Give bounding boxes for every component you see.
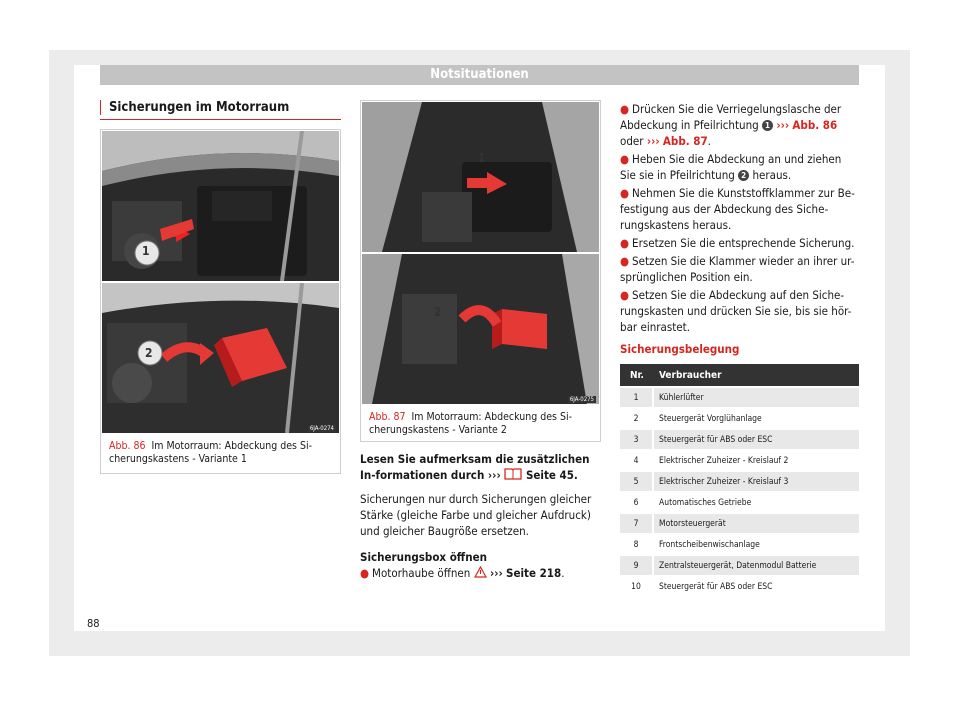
table-row xyxy=(620,514,859,533)
bullet-hood: ● Motorhaube öffnen ››› Seite 218. xyxy=(360,566,565,580)
cell-consumer: Automatisches Getriebe xyxy=(654,493,859,512)
marker-1: 1 xyxy=(478,151,486,165)
read-page-ref[interactable]: Seite 45 xyxy=(525,468,574,482)
or-text: oder xyxy=(620,134,644,148)
fuse-box-open-heading: Sicherungsbox öffnen xyxy=(360,550,487,564)
step-2-text: Heben Sie die Abdeckung an und ziehen Sie sie in Pfeilrichtung xyxy=(620,152,842,182)
section-divider xyxy=(100,119,341,120)
marker-1: 1 xyxy=(142,244,150,258)
figure-number: Abb. 87 xyxy=(369,411,406,423)
step-5 xyxy=(620,253,860,285)
step-1: ● Drücken Sie die Verriegelungslasche der Abdeckung in Pfeilrichtung 1 ››› Abb. 86 oder ››› Abb. 87. xyxy=(620,102,842,148)
column-2-text xyxy=(360,451,605,581)
ref-arrow: ››› xyxy=(487,468,501,482)
cell-consumer: Zentralsteuergerät, Datenmodul Batterie xyxy=(654,556,859,575)
col-header-consumer: Verbraucher xyxy=(654,364,859,386)
marker-1-icon: 1 xyxy=(762,120,773,131)
cell-nr: 5 xyxy=(620,472,654,491)
table-row xyxy=(620,472,859,491)
ref-arrow: ››› xyxy=(646,134,660,148)
table-row xyxy=(620,535,859,554)
step-4 xyxy=(620,235,860,251)
section-title: Sicherungen im Motorraum xyxy=(100,100,341,115)
cell-consumer: Steuergerät für ABS oder ESC xyxy=(654,577,859,596)
table-row xyxy=(620,409,859,428)
col-header-nr: Nr. xyxy=(620,364,654,386)
cell-consumer: Elektrischer Zuheizer - Kreislauf 3 xyxy=(654,472,859,491)
marker-2: 2 xyxy=(145,346,153,360)
cell-nr: 10 xyxy=(620,577,654,596)
fuse-assignment-heading: Sicherungsbelegung xyxy=(620,342,740,356)
table-row xyxy=(620,493,859,512)
caption-text: Im Motorraum: Abdeckung des Si-cherungskastens - Variante 2 xyxy=(369,411,572,436)
cell-nr: 4 xyxy=(620,451,654,470)
cell-consumer: Elektrischer Zuheizer - Kreislauf 2 xyxy=(654,451,859,470)
chapter-header: Notsituationen xyxy=(100,65,859,85)
read-intro: Lesen Sie aufmerksam die zusätzlichen In-formationen durch ››› Seite 45. xyxy=(360,452,590,482)
engine-photo-87-top xyxy=(362,102,599,252)
table-row xyxy=(620,430,859,449)
fig-86-ref[interactable]: Abb. 86 xyxy=(792,118,838,132)
table-row xyxy=(620,556,859,575)
read-intro-text: Lesen Sie aufmerksam die zusätzlichen In-formationen durch xyxy=(360,452,590,482)
cell-nr: 1 xyxy=(620,388,654,407)
marker-2-icon: 2 xyxy=(738,170,749,181)
step-4-text: Ersetzen Sie die entsprechende Sicherung. xyxy=(632,236,855,250)
step-5-text: Setzen Sie die Klammer wieder an ihrer ur-sprünglichen Position ein. xyxy=(620,254,855,284)
figure-86-caption xyxy=(109,440,334,466)
engine-photo-86-bottom xyxy=(102,283,339,433)
step-3 xyxy=(620,185,860,233)
page-number: 88 xyxy=(87,617,100,630)
warning-triangle-icon xyxy=(474,566,487,578)
step-2-end: heraus. xyxy=(752,168,792,182)
step-3-text: Nehmen Sie die Kunststoffklammer zur Be-festigung aus der Abdeckung des Siche-rungskastens heraus. xyxy=(620,186,855,232)
cell-consumer: Steuergerät für ABS oder ESC xyxy=(654,430,859,449)
bullet-icon: ● xyxy=(620,254,630,268)
marker-2: 2 xyxy=(434,305,442,319)
bullet-hood-text: Motorhaube öffnen xyxy=(372,566,471,580)
bullet-icon: ● xyxy=(620,152,630,166)
table-row xyxy=(620,451,859,470)
fuse-replace-text: Sicherungen nur durch Sicherungen gleicher Stärke (gleiche Farbe und gleicher Aufdruck) und gleicher Baugröße ersetzen. xyxy=(360,492,592,538)
hood-page-ref[interactable]: Seite 218 xyxy=(506,566,562,580)
figure-number: Abb. 86 xyxy=(109,440,146,452)
step-2 xyxy=(620,151,860,183)
engine-photo-86-top xyxy=(102,131,339,281)
figure-87 xyxy=(360,100,601,442)
figure-code: 6JA-0275 xyxy=(569,396,594,403)
bullet-icon: ● xyxy=(620,102,630,116)
ref-arrow: ››› xyxy=(776,118,790,132)
table-row xyxy=(620,577,859,596)
cell-consumer: Motorsteuergerät xyxy=(654,514,859,533)
cell-consumer: Kühlerlüfter xyxy=(654,388,859,407)
bullet-icon: ● xyxy=(620,288,630,302)
table-row xyxy=(620,388,859,407)
bullet-icon: ● xyxy=(620,236,630,250)
caption-text: Im Motorraum: Abdeckung des Si-cherungskastens - Variante 1 xyxy=(109,440,312,465)
figure-code: 6JA-0274 xyxy=(309,425,334,432)
column-3-text xyxy=(620,101,860,359)
cell-nr: 6 xyxy=(620,493,654,512)
fuse-table xyxy=(620,362,859,598)
step-1-text: Drücken Sie die Verriegelungslasche der Abdeckung in Pfeilrichtung xyxy=(620,102,842,132)
bullet-icon: ● xyxy=(620,186,630,200)
figure-86 xyxy=(100,129,341,474)
step-6 xyxy=(620,287,860,335)
bullet-icon: ● xyxy=(360,566,370,580)
cell-nr: 3 xyxy=(620,430,654,449)
info-book-icon xyxy=(504,467,522,480)
cell-nr: 2 xyxy=(620,409,654,428)
cell-nr: 7 xyxy=(620,514,654,533)
ref-arrow: ››› xyxy=(489,566,503,580)
figure-87-caption xyxy=(369,411,594,437)
engine-photo-87-bottom xyxy=(362,254,599,404)
step-6-text: Setzen Sie die Abdeckung auf den Siche-rungskasten und drücken Sie sie, bis sie hör-bar einrastet. xyxy=(620,288,852,334)
cell-consumer: Frontscheibenwischanlage xyxy=(654,535,859,554)
cell-nr: 9 xyxy=(620,556,654,575)
cell-nr: 8 xyxy=(620,535,654,554)
cell-consumer: Steuergerät Vorglühanlage xyxy=(654,409,859,428)
fig-87-ref[interactable]: Abb. 87 xyxy=(662,134,708,148)
table-header-row xyxy=(620,364,859,386)
